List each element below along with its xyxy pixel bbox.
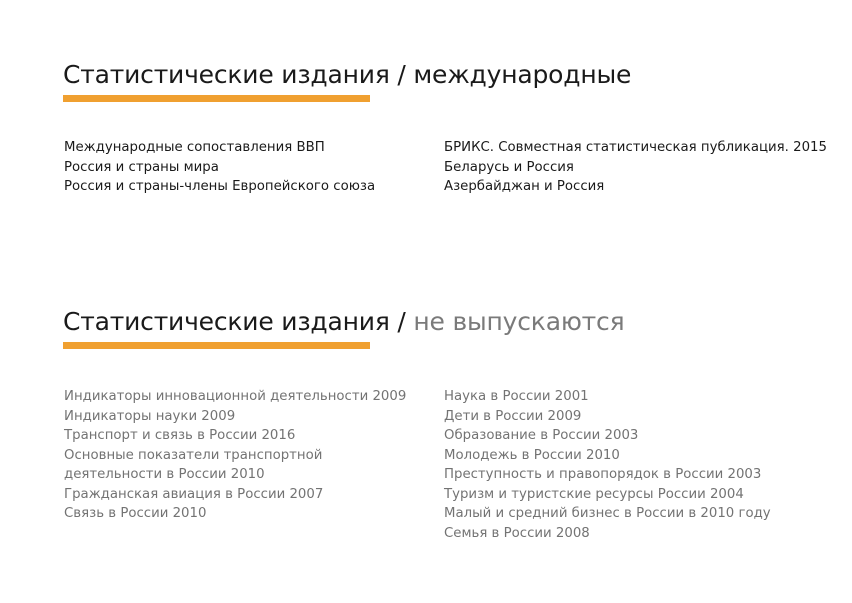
international-heading-main: Статистические издания <box>63 60 390 89</box>
publication-list-item[interactable]: Основные показатели транспортной <box>64 447 323 463</box>
international-heading-separator: / <box>389 60 414 89</box>
publication-list-item[interactable]: Азербайджан и Россия <box>444 179 605 194</box>
publication-list-item[interactable]: Международные сопоставления ВВП <box>64 140 325 155</box>
international-right-column <box>444 138 827 197</box>
publication-list-item[interactable]: Малый и средний бизнес в России в 2010 году <box>444 506 771 521</box>
publication-list-item[interactable]: Наука в России 2001 <box>444 389 589 404</box>
publication-list-item[interactable]: Беларусь и Россия <box>444 159 574 175</box>
international-left-column <box>64 138 375 197</box>
international-publications-section <box>63 58 827 194</box>
publication-list-item[interactable]: деятельности в России 2010 <box>64 467 265 482</box>
discontinued-heading-separator: / <box>389 307 414 336</box>
publication-list-item[interactable]: Гражданская авиация в России 2007 <box>64 486 324 502</box>
publication-list-item[interactable]: Россия и страны мира <box>64 159 219 175</box>
international-heading <box>63 58 823 92</box>
publication-list-item[interactable]: Туризм и туристские ресурсы России 2004 <box>444 486 744 502</box>
discontinued-publications-section <box>63 305 823 541</box>
publication-list-item[interactable]: БРИКС. Совместная статистическая публикация. 2015 <box>444 140 827 155</box>
international-heading-sub: международные <box>413 60 632 89</box>
publication-list-item[interactable]: Индикаторы инновационной деятельности 2009 <box>64 389 407 404</box>
publication-list-item[interactable]: Транспорт и связь в России 2016 <box>64 428 296 443</box>
publication-list-item[interactable]: Связь в России 2010 <box>64 506 207 521</box>
international-heading-underline <box>63 95 370 102</box>
discontinued-heading-sub: не выпускаются <box>413 307 625 336</box>
discontinued-right-column <box>444 387 771 543</box>
discontinued-left-column <box>64 387 406 524</box>
publication-list-item[interactable]: Индикаторы науки 2009 <box>64 408 236 424</box>
publication-list-item[interactable]: Молодежь в России 2010 <box>444 447 620 463</box>
discontinued-heading <box>63 305 823 339</box>
discontinued-heading-main: Статистические издания <box>63 307 390 336</box>
publication-list-item[interactable]: Семья в России 2008 <box>444 525 590 541</box>
publication-list-item[interactable]: Дети в России 2009 <box>444 408 582 424</box>
publication-list-item[interactable]: Россия и страны-члены Европейского союза <box>64 179 376 194</box>
publication-list-item[interactable]: Преступность и правопорядок в России 2003 <box>444 467 762 482</box>
publication-list-item[interactable]: Образование в России 2003 <box>444 428 639 443</box>
discontinued-heading-underline <box>63 342 370 349</box>
